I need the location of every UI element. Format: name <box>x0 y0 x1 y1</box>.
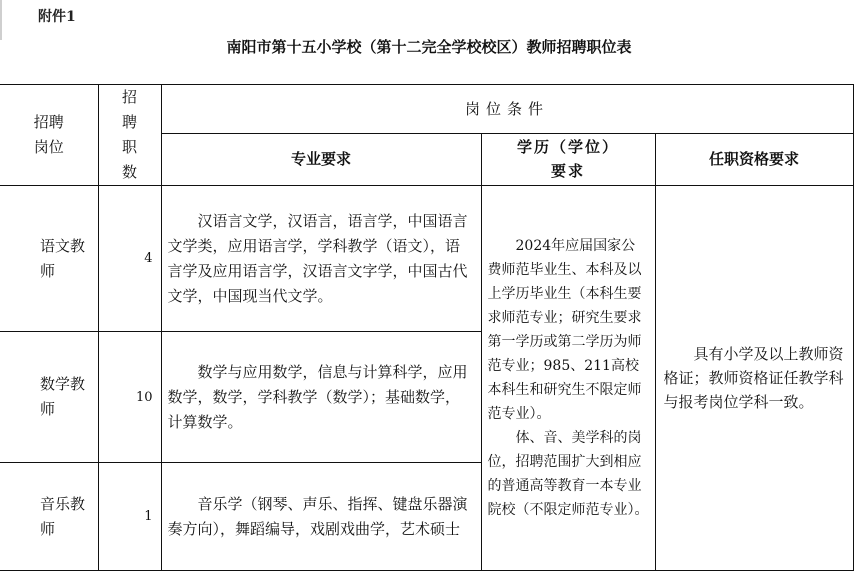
count-cell: 4 <box>98 186 161 332</box>
position-cell: 音乐教师 <box>0 463 98 571</box>
major-cell: 音乐学（钢琴、声乐、指挥、键盘乐器演奏方向），舞蹈编导，戏剧戏曲学，艺术硕士 <box>161 463 481 571</box>
header-education: 学历（学位）要求 <box>481 133 655 185</box>
table-row <box>0 186 853 332</box>
recruitment-table <box>0 84 854 571</box>
major-cell: 汉语言文学，汉语言，语言学，中国语言文学类，应用语言学，学科教学（语文），语言学及应用语言学，汉语言文字学，中国古代文学，中国现当代文学。 <box>161 186 481 332</box>
document-title: 南阳市第十五小学校（第十二完全学校校区）教师招聘职位表 <box>226 38 632 56</box>
education-requirement-cell <box>481 186 655 571</box>
education-requirement-main: 2024年应届国家公费师范毕业生、本科及以上学历毕业生（本科生要求师范专业；研究生要求第一学历或第二学历为师范专业；985、211高校本科生和研究生不限定师范专业）。 <box>487 238 642 422</box>
header-conditions: 岗位条件 <box>161 85 853 134</box>
header-major: 专业要求 <box>161 133 481 185</box>
qualification-requirement-cell: 具有小学及以上教师资格证；教师资格证任教学科与报考岗位学科一致。 <box>655 186 853 571</box>
header-count: 招聘职数 <box>98 85 161 186</box>
count-cell: 10 <box>98 332 161 463</box>
position-cell: 数学教师 <box>0 332 98 463</box>
header-qualification: 任职资格要求 <box>655 133 853 185</box>
header-row-1 <box>0 85 853 134</box>
position-cell: 语文教师 <box>0 186 98 332</box>
education-requirement-arts: 体、音、美学科的岗位，招聘范围扩大到相应的普通高等教育一本专业院校（不限定师范专业）。 <box>487 430 649 518</box>
left-border-mark <box>0 0 2 40</box>
header-position: 招聘岗位 <box>0 85 98 186</box>
attachment-label: 附件1 <box>38 9 76 25</box>
count-cell: 1 <box>98 463 161 571</box>
major-cell: 数学与应用数学，信息与计算科学，应用数学，数学，学科教学（数学）；基础数学，计算数学。 <box>161 332 481 463</box>
